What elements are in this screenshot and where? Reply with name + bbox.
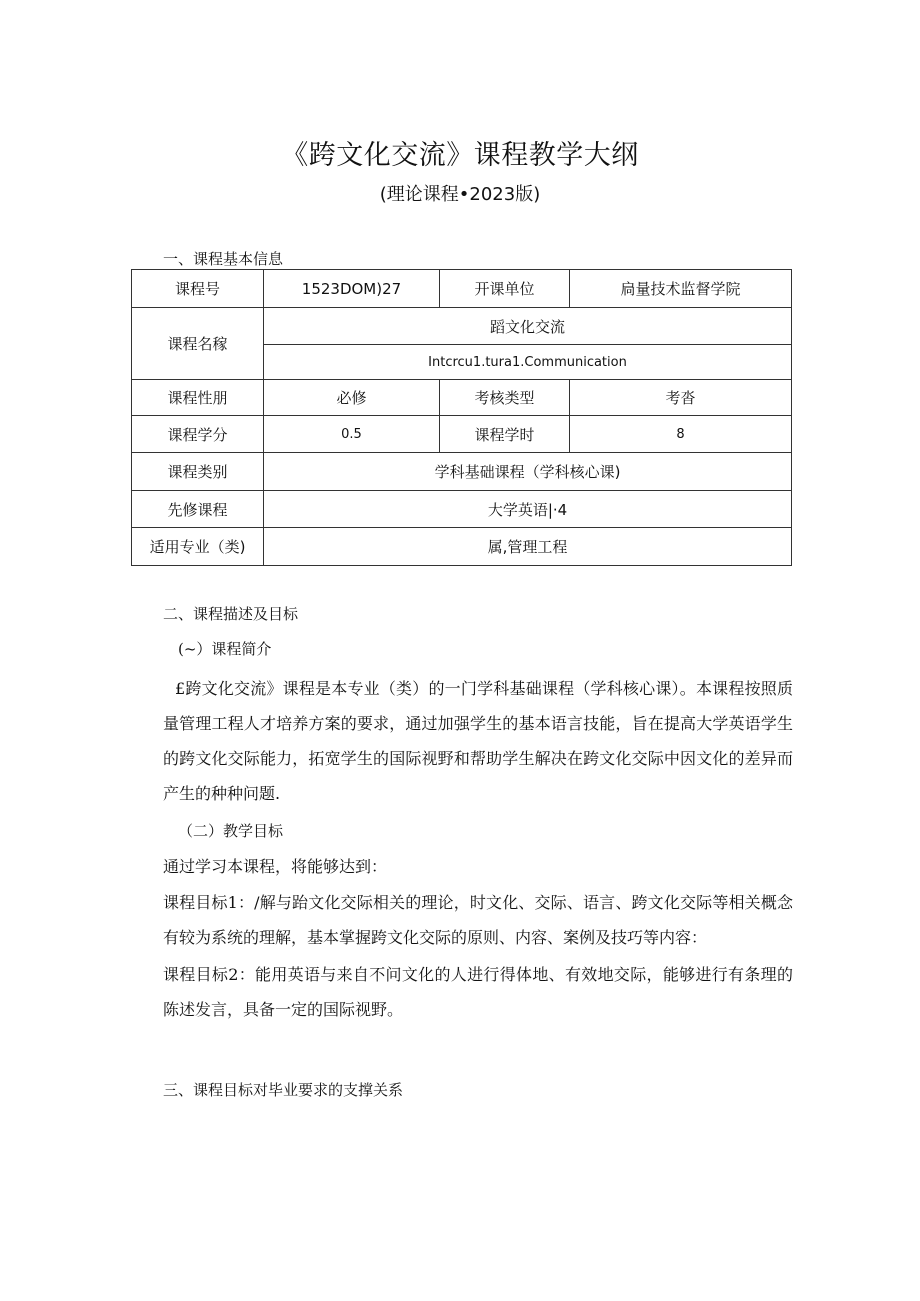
course-intro-text: £跨文化交流》课程是本专业（类）的一门学科基础课程（学科核心课）。本课程按照质量管理工程人才培养方案的要求，通过加强学生的基本语言技能，旨在提高大学英语学生的跨文化交际能力，拓宽学生的国际视野和帮助学生解决在跨文化交际中因文化的差异而产生的种种问题. bbox=[163, 679, 793, 803]
document-subtitle: (理论课程•2023版) bbox=[379, 184, 541, 205]
section-heading-support: 三、课程目标对毕业要求的支撑关系 bbox=[163, 1081, 404, 1099]
course-number-label: 课程号 bbox=[132, 270, 264, 308]
goal-2-text: 课程目标2：能用英语与来自不问文化的人进行得体地、有效地交际，能够进行有条理的陈述发言，具备一定的国际视野。 bbox=[163, 965, 793, 1019]
table-row bbox=[132, 416, 792, 453]
course-name-english: Intcrcu1.tura1.Communication bbox=[264, 345, 792, 380]
section-heading-basic-info: 一、课程基本信息 bbox=[163, 250, 284, 268]
goals-intro: 通过学习本课程，将能够达到： bbox=[163, 857, 388, 876]
subsection-heading-intro: (~）课程简介 bbox=[178, 640, 272, 658]
document-title: 《跨文化交流》课程教学大纲 bbox=[281, 140, 639, 171]
goal-1-paragraph bbox=[163, 885, 793, 955]
offering-unit-label: 开课单位 bbox=[440, 270, 570, 308]
subsection-heading-goals: （二）教学目标 bbox=[178, 822, 284, 840]
course-hours-value: 8 bbox=[570, 416, 792, 453]
course-category-label: 课程类别 bbox=[132, 453, 264, 491]
course-nature-label: 课程性朋 bbox=[132, 380, 264, 416]
table-row bbox=[132, 528, 792, 566]
course-category-value: 学科基础课程（学科核心课) bbox=[264, 453, 792, 491]
applicable-major-label: 适用专业（类) bbox=[132, 528, 264, 566]
course-credit-value: 0.5 bbox=[264, 416, 440, 453]
exam-type-value: 考沓 bbox=[570, 380, 792, 416]
course-name-label: 课程名稼 bbox=[132, 308, 264, 380]
course-intro-paragraph bbox=[163, 671, 793, 811]
prerequisite-value: 大学英语|·4 bbox=[264, 491, 792, 528]
offering-unit-value: 扃量技术监督学院 bbox=[570, 270, 792, 308]
section-heading-description: 二、课程描述及目标 bbox=[163, 605, 299, 623]
course-credit-label: 课程学分 bbox=[132, 416, 264, 453]
applicable-major-value: 属,管理工程 bbox=[264, 528, 792, 566]
course-number-value: 1523DOM)27 bbox=[264, 270, 440, 308]
table-row bbox=[132, 308, 792, 345]
table-row bbox=[132, 491, 792, 528]
course-nature-value: 必修 bbox=[264, 380, 440, 416]
table-row bbox=[132, 380, 792, 416]
course-name-chinese: 蹈文化交流 bbox=[264, 308, 792, 345]
goal-1-text: 课程目标1：/解与跆文化交际相关的理论，时文化、交际、语言、跨文化交际等相关概念有较为系统的理解，基本掌握跨文化交际的原则、内容、案例及技巧等内容： bbox=[163, 893, 793, 947]
exam-type-label: 考核类型 bbox=[440, 380, 570, 416]
goal-2-paragraph bbox=[163, 957, 793, 1027]
course-hours-label: 课程学时 bbox=[440, 416, 570, 453]
table-row bbox=[132, 453, 792, 491]
prerequisite-label: 先修课程 bbox=[132, 491, 264, 528]
course-info-table bbox=[131, 269, 792, 566]
table-row bbox=[132, 270, 792, 308]
